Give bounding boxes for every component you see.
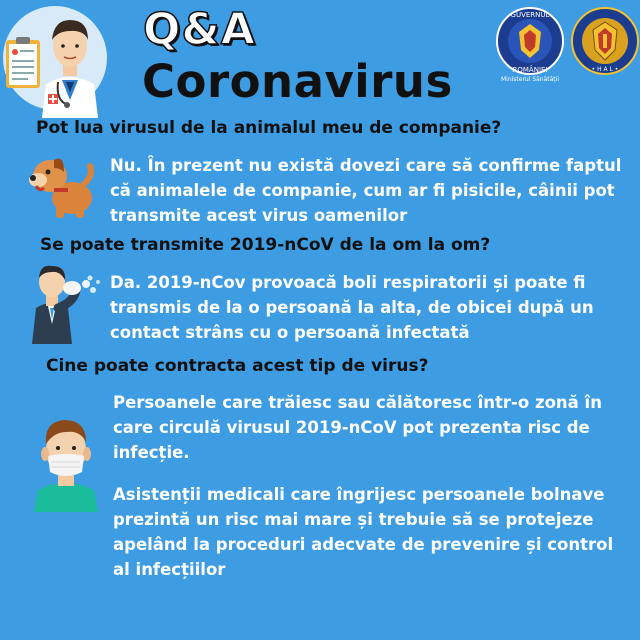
answer-line: apelând la proceduri adecvate de prevenire și control xyxy=(113,535,614,554)
answer-line: transmite acest virus oamenilor xyxy=(110,206,408,225)
question-pets: Pot lua virusul de la animalul meu de companie? xyxy=(36,118,502,138)
question-who-can-contract: Cine poate contracta acest tip de virus? xyxy=(46,356,429,376)
department-seal-logo xyxy=(570,6,640,76)
svg-text:GUVERNUL: GUVERNUL xyxy=(510,11,550,19)
svg-text:ROMÂNIEI: ROMÂNIEI xyxy=(512,66,548,74)
svg-text:• H A L •: • H A L • xyxy=(591,66,619,73)
answer-line: că animalele de companie, cum ar fi pisicile, câinii pot xyxy=(110,181,615,200)
doctor-icon xyxy=(0,0,130,120)
answer-line: Asistenții medicali care îngrijesc persoanele bolnave xyxy=(113,485,605,504)
answer-line: al infecțiilor xyxy=(113,560,226,579)
page-title-coronavirus: Coronavirus xyxy=(142,55,453,108)
page-title-qa: Q&A xyxy=(143,4,256,55)
answer-line: transmis de la o persoană la alta, de obicei după un xyxy=(110,298,594,317)
masked-person-icon xyxy=(30,412,102,512)
answer-human-transmission xyxy=(110,270,630,345)
answer-line: Da. 2019-nCov provoacă boli respiratorii și poate fi xyxy=(110,273,586,292)
answer-line: Nu. În prezent nu există dovezi care să confirme faptul xyxy=(110,156,622,175)
answer-pets xyxy=(110,153,630,228)
government-seal-logo xyxy=(495,6,565,76)
answer-line: Persoanele care trăiesc sau călătoresc într-o zonă în xyxy=(113,393,602,412)
answer-line: contact strâns cu o persoană infectată xyxy=(110,323,470,342)
answer-who-can-contract xyxy=(113,390,633,465)
sneezing-man-icon xyxy=(28,262,106,344)
answer-medical-staff xyxy=(113,482,633,582)
answer-line: prezintă un risc mai mare și trebuie să se protejeze xyxy=(113,510,594,529)
dog-icon xyxy=(28,146,100,220)
answer-line: infecție. xyxy=(113,443,190,462)
question-human-transmission: Se poate transmite 2019-nCoV de la om la om? xyxy=(40,235,491,255)
answer-line: care circulă virusul 2019-nCoV pot prezenta risc de xyxy=(113,418,590,437)
ministry-caption: Ministerul Sănătății xyxy=(500,76,559,83)
